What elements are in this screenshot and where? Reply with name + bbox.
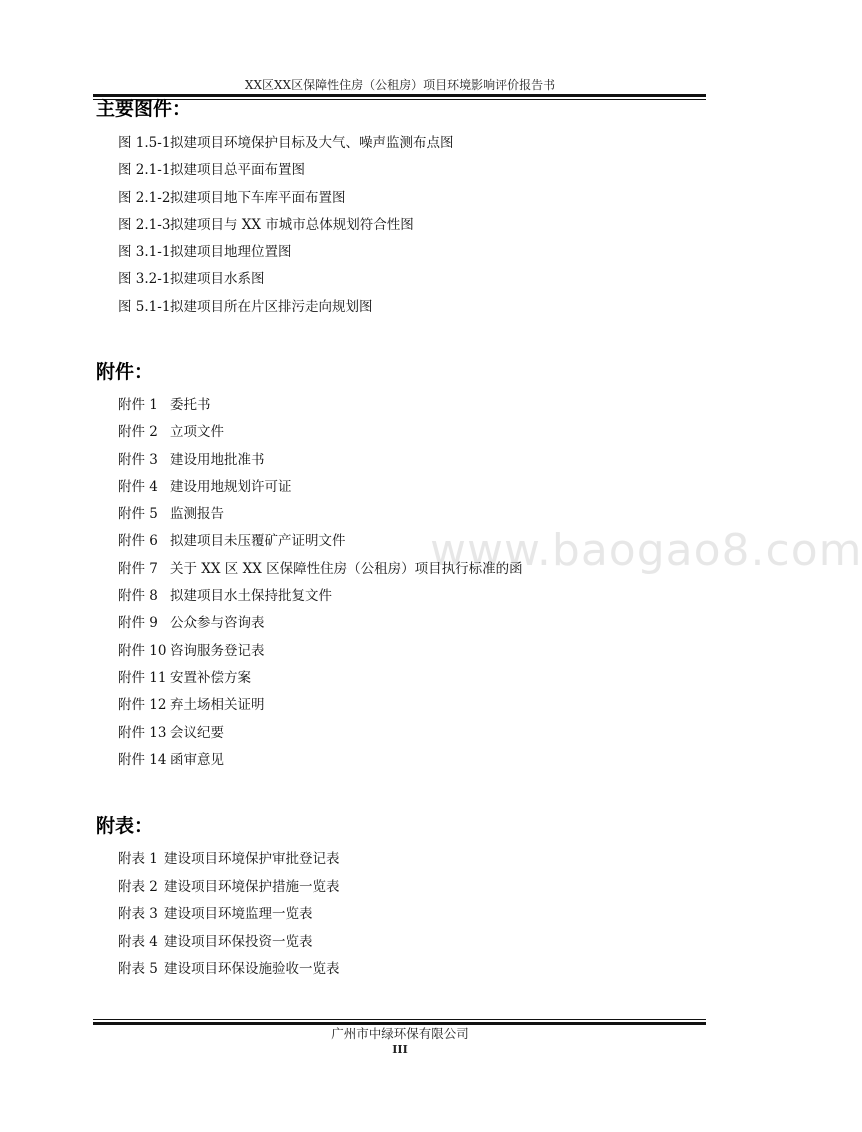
attachment-id: 附件 6 bbox=[118, 533, 158, 550]
figure-id: 图 5.1-1 bbox=[118, 298, 171, 315]
table-id: 附表 1 bbox=[118, 851, 158, 867]
table-id: 附表 4 bbox=[118, 933, 158, 950]
table-id: 附表 2 bbox=[118, 878, 158, 895]
figure-title: 拟建项目地理位置图 bbox=[170, 244, 292, 261]
attachment-item bbox=[118, 752, 523, 779]
attachment-item bbox=[118, 697, 523, 724]
figure-title: 拟建项目水系图 bbox=[170, 271, 265, 288]
attachments-list bbox=[118, 397, 523, 779]
table-item bbox=[118, 906, 340, 934]
figure-item bbox=[118, 162, 454, 189]
attachment-title: 公众参与咨询表 bbox=[170, 615, 265, 632]
attachment-id: 附件 1 bbox=[118, 397, 158, 413]
attachment-title: 监测报告 bbox=[170, 506, 224, 523]
attachment-id: 附件 7 bbox=[118, 560, 158, 577]
table-item bbox=[118, 851, 340, 879]
table-title: 建设项目环境监理一览表 bbox=[164, 906, 313, 922]
attachment-id: 附件 13 bbox=[118, 724, 167, 741]
attachment-item bbox=[118, 588, 523, 615]
figure-item bbox=[118, 135, 454, 162]
figure-title: 拟建项目环境保护目标及大气、噪声监测布点图 bbox=[170, 135, 454, 151]
footer-rule-thick bbox=[93, 1022, 706, 1025]
document-header-title: XX区XX区保障性住房（公租房）项目环境影响评价报告书 bbox=[244, 78, 556, 92]
attachment-item bbox=[118, 670, 523, 697]
figure-title: 拟建项目总平面布置图 bbox=[170, 162, 305, 179]
tables-list bbox=[118, 851, 340, 989]
attachment-id: 附件 14 bbox=[118, 751, 167, 768]
attachment-title: 拟建项目水土保持批复文件 bbox=[170, 588, 332, 605]
table-id: 附表 5 bbox=[118, 961, 158, 977]
table-title: 建设项目环保投资一览表 bbox=[164, 933, 313, 950]
attachments-heading: 附件： bbox=[96, 361, 154, 383]
attachment-title: 立项文件 bbox=[170, 424, 224, 441]
watermark-text: www.baogao8.com bbox=[430, 525, 862, 576]
figure-id: 图 3.2-1 bbox=[118, 271, 171, 288]
figure-title: 拟建项目地下车库平面布置图 bbox=[170, 189, 346, 206]
attachment-title: 关于 XX 区 XX 区保障性住房（公租房）项目执行标准的函 bbox=[170, 560, 523, 577]
page-number: III bbox=[392, 1043, 408, 1056]
attachment-title: 委托书 bbox=[170, 397, 211, 413]
attachment-title: 弃土场相关证明 bbox=[170, 697, 265, 714]
attachment-id: 附件 10 bbox=[118, 642, 167, 659]
figure-item bbox=[118, 299, 454, 326]
attachment-item bbox=[118, 643, 523, 670]
figure-title: 拟建项目与 XX 市城市总体规划符合性图 bbox=[170, 216, 414, 233]
attachment-item bbox=[118, 424, 523, 451]
figures-heading: 主要图件： bbox=[96, 98, 192, 120]
table-title: 建设项目环境保护措施一览表 bbox=[164, 878, 340, 895]
attachment-item bbox=[118, 397, 523, 424]
attachment-title: 建设用地规划许可证 bbox=[170, 478, 292, 495]
attachment-title: 建设用地批准书 bbox=[170, 451, 265, 468]
figure-title: 拟建项目所在片区排污走向规划图 bbox=[170, 298, 373, 315]
footer-rule-thin bbox=[93, 1019, 706, 1020]
attachment-id: 附件 11 bbox=[118, 669, 167, 686]
attachment-id: 附件 9 bbox=[118, 615, 158, 632]
figure-id: 图 2.1-3 bbox=[118, 216, 171, 233]
attachment-item bbox=[118, 725, 523, 752]
figure-id: 图 2.1-1 bbox=[118, 162, 171, 179]
attachment-id: 附件 4 bbox=[118, 478, 158, 495]
attachment-id: 附件 2 bbox=[118, 424, 158, 441]
table-title: 建设项目环保设施验收一览表 bbox=[164, 961, 340, 977]
attachment-item bbox=[118, 452, 523, 479]
attachment-title: 会议纪要 bbox=[170, 724, 224, 741]
figure-item bbox=[118, 244, 454, 271]
attachment-id: 附件 3 bbox=[118, 451, 158, 468]
attachment-id: 附件 8 bbox=[118, 588, 158, 605]
tables-heading: 附表： bbox=[96, 815, 154, 837]
attachment-item bbox=[118, 479, 523, 506]
attachment-item bbox=[118, 615, 523, 642]
table-item bbox=[118, 961, 340, 989]
attachment-title: 咨询服务登记表 bbox=[170, 642, 265, 659]
figure-id: 图 2.1-2 bbox=[118, 189, 171, 206]
attachment-title: 拟建项目未压覆矿产证明文件 bbox=[170, 533, 346, 550]
table-item bbox=[118, 934, 340, 962]
attachment-title: 安置补偿方案 bbox=[170, 669, 251, 686]
footer-company-name: 广州市中绿环保有限公司 bbox=[331, 1026, 469, 1041]
figure-item bbox=[118, 217, 454, 244]
figure-id: 图 1.5-1 bbox=[118, 135, 171, 151]
figure-item bbox=[118, 190, 454, 217]
attachment-id: 附件 5 bbox=[118, 506, 158, 523]
table-id: 附表 3 bbox=[118, 906, 158, 922]
figure-id: 图 3.1-1 bbox=[118, 244, 171, 261]
attachment-title: 函审意见 bbox=[170, 751, 224, 768]
figure-item bbox=[118, 271, 454, 298]
table-item bbox=[118, 879, 340, 907]
table-title: 建设项目环境保护审批登记表 bbox=[164, 851, 340, 867]
attachment-id: 附件 12 bbox=[118, 697, 167, 714]
figures-list bbox=[118, 135, 454, 326]
